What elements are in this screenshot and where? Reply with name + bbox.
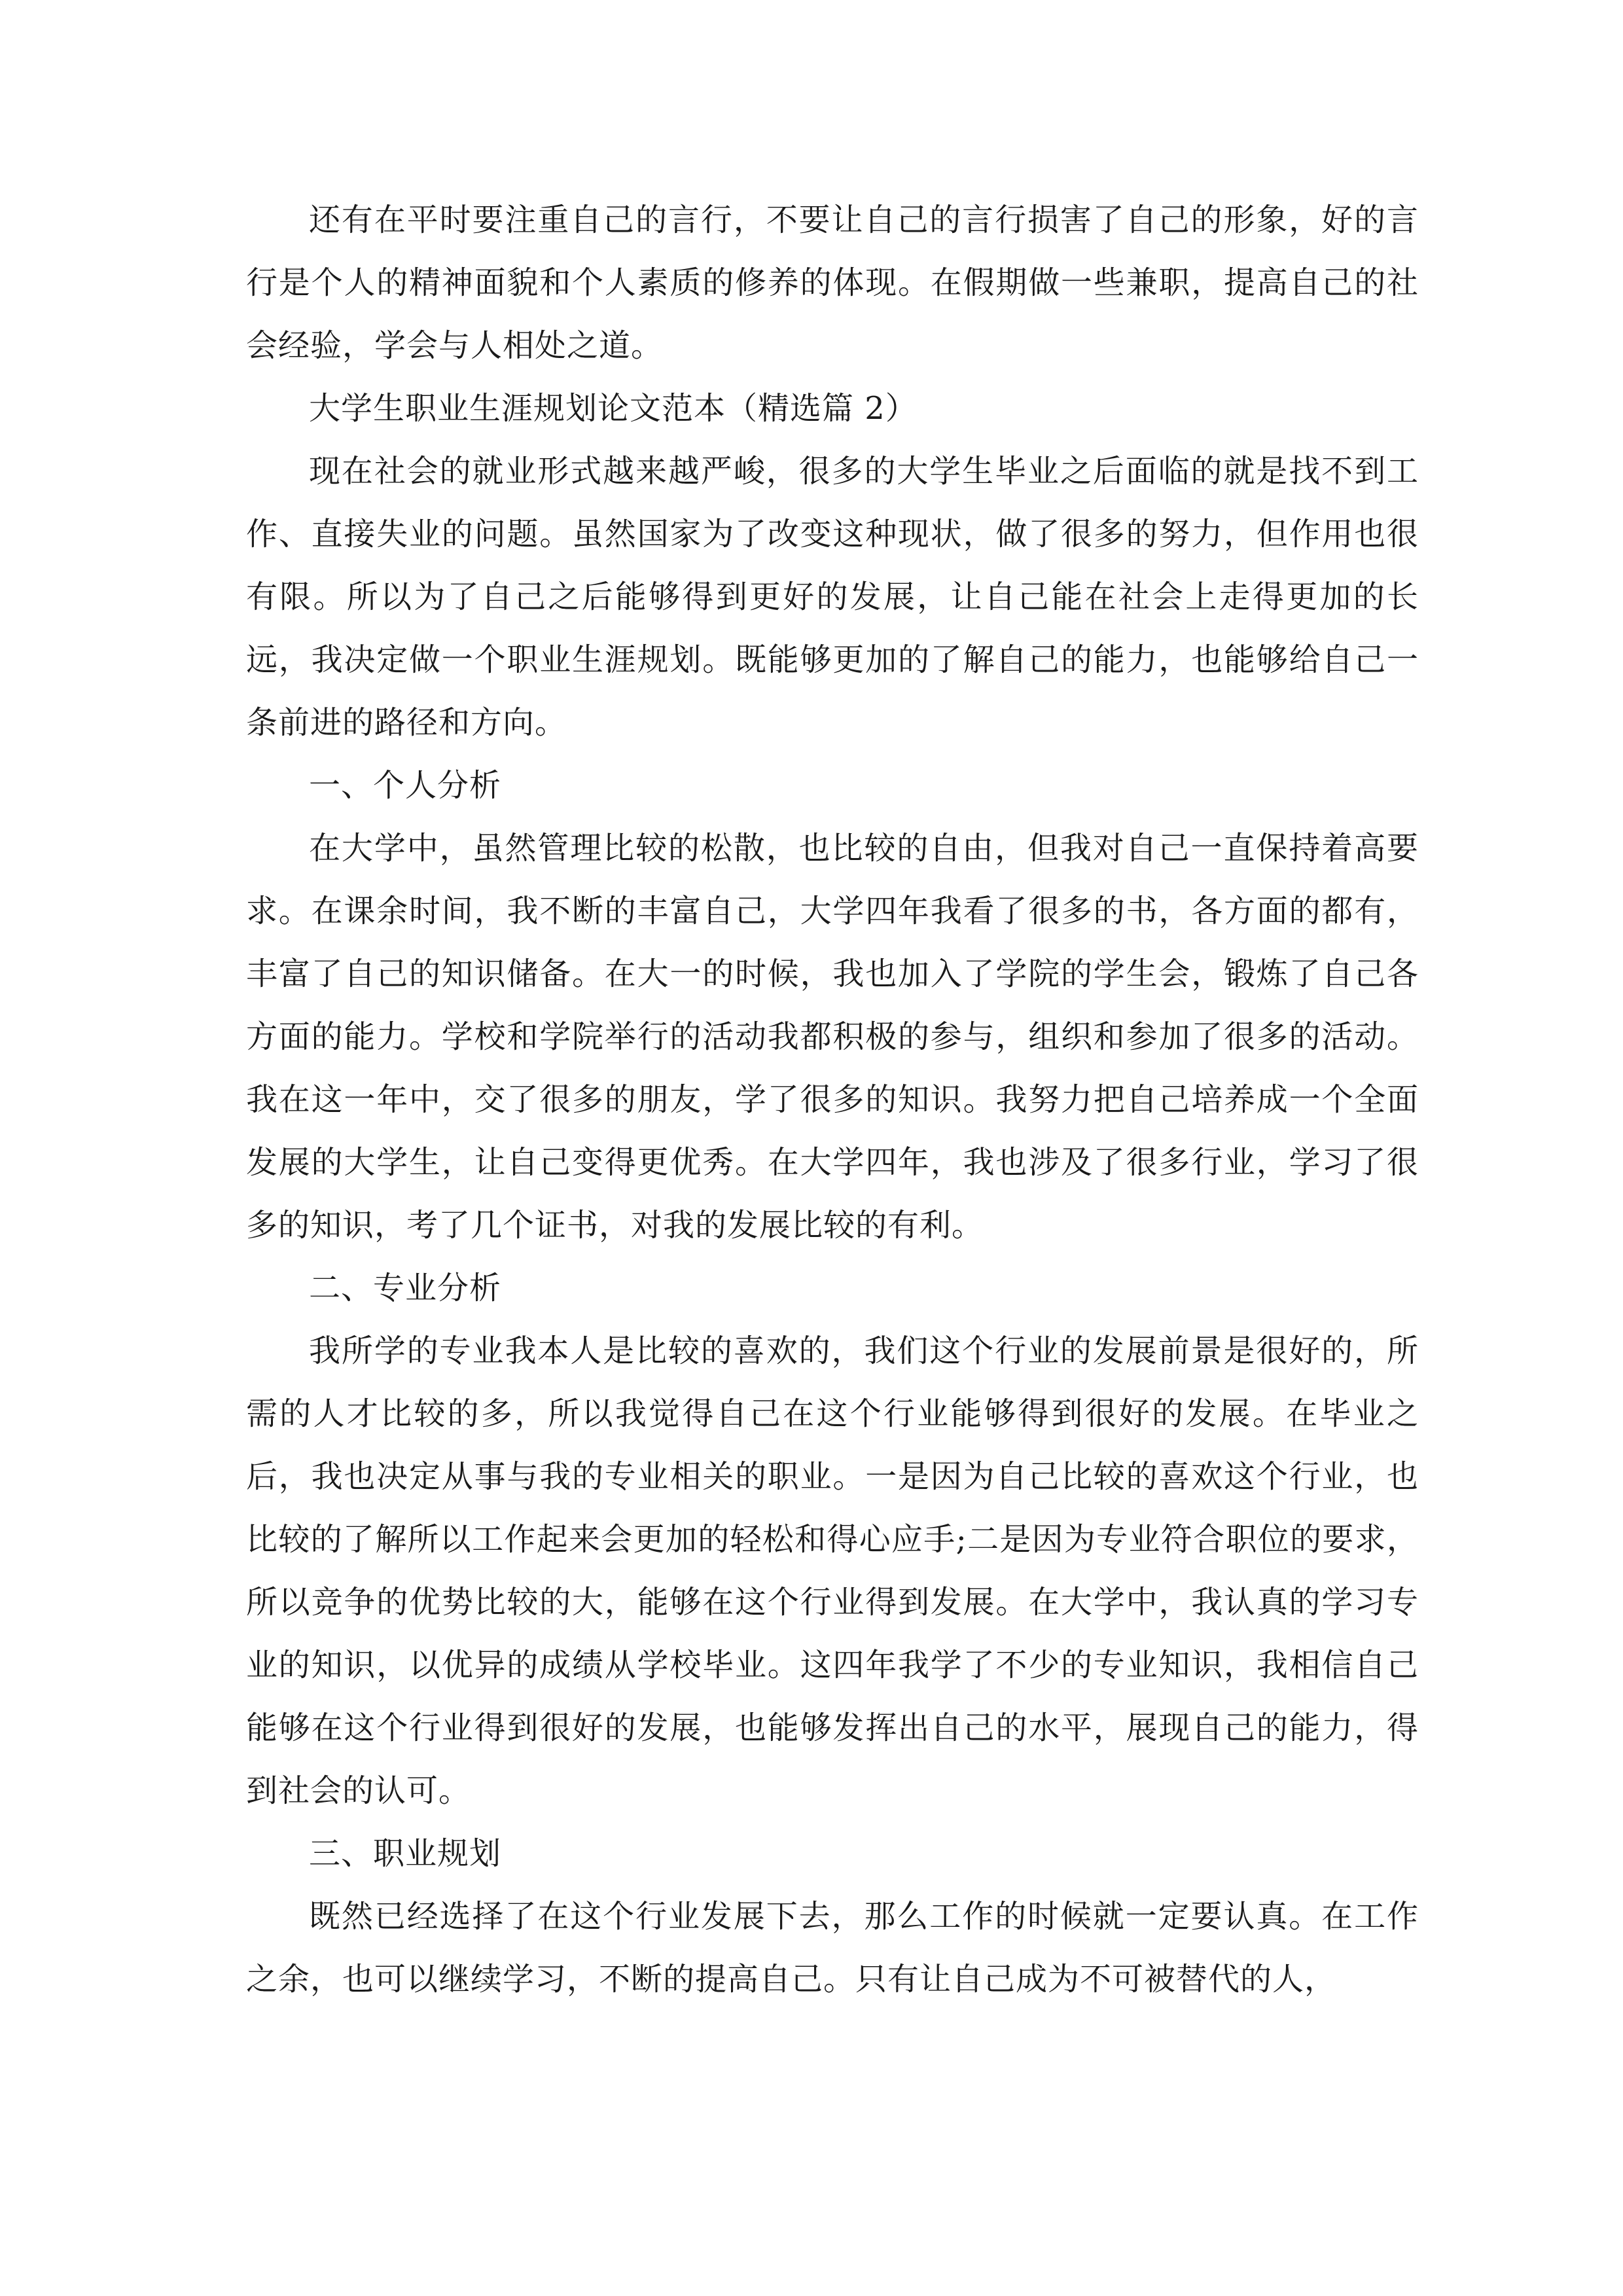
heading-career-planning: 三、职业规划 (309, 1835, 502, 1872)
heading-major-analysis: 二、专业分析 (309, 1270, 502, 1306)
paragraph-conduct: 还有在平时要注重自己的言行，不要让自己的言行损害了自己的形象，好的言行是个人的精神面貌和个人素质的修养的体现。在假期做一些兼职，提高自己的社会经验，学会与人相处之道。 (246, 202, 1419, 364)
heading-personal-analysis: 一、个人分析 (309, 767, 502, 804)
section-title-essay-2: 大学生职业生涯规划论文范本（精选篇 2） (309, 390, 918, 427)
document-body (246, 188, 1419, 2011)
paragraph-personal-analysis: 在大学中，虽然管理比较的松散，也比较的自由，但我对自己一直保持着高要求。在课余时间，我不断的丰富自己，大学四年我看了很多的书，各方面的都有，丰富了自己的知识储备。在大一的时候，我也加入了学院的学生会，锻炼了自己各方面的能力。学校和学院举行的活动我都积极的参与，组织和参加了很多的活动。我在这一年中，交了很多的朋友，学了很多的知识。我努力把自己培养成一个全面发展的大学生，让自己变得更优秀。在大学四年，我也涉及了很多行业，学习了很多的知识，考了几个证书，对我的发展比较的有利。 (246, 830, 1419, 1244)
paragraph-career-planning: 既然已经选择了在这个行业发展下去，那么工作的时候就一定要认真。在工作之余，也可以继续学习，不断的提高自己。只有让自己成为不可被替代的人， (246, 1898, 1419, 1998)
paragraph-major-analysis: 我所学的专业我本人是比较的喜欢的，我们这个行业的发展前景是很好的，所需的人才比较的多，所以我觉得自己在这个行业能够得到很好的发展。在毕业之后，我也决定从事与我的专业相关的职业。一是因为自己比较的喜欢这个行业，也比较的了解所以工作起来会更加的轻松和得心应手;二是因为专业符合职位的要求，所以竞争的优势比较的大，能够在这个行业得到发展。在大学中，我认真的学习专业的知识，以优异的成绩从学校毕业。这四年我学了不少的专业知识，我相信自己能够在这个行业得到很好的发展，也能够发挥出自己的水平，展现自己的能力，得到社会的认可。 (246, 1333, 1419, 1809)
paragraph-employment-situation: 现在社会的就业形式越来越严峻，很多的大学生毕业之后面临的就是找不到工作、直接失业的问题。虽然国家为了改变这种现状，做了很多的努力，但作用也很有限。所以为了自己之后能够得到更好的发展，让自己能在社会上走得更加的长远，我决定做一个职业生涯规划。既能够更加的了解自己的能力，也能够给自己一条前进的路径和方向。 (246, 453, 1419, 741)
